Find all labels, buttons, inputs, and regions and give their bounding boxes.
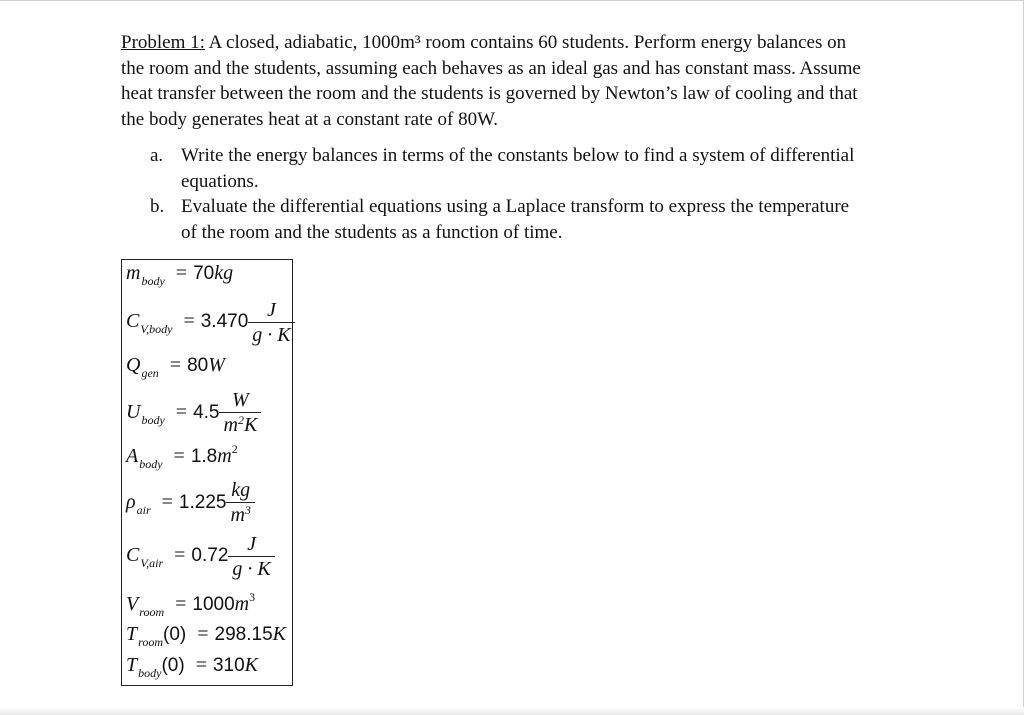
constant-a-body: $A_{body} = 1.8m^2$ <box>126 442 238 471</box>
problem-line-4: the body generates heat at a constant rate of 80W. <box>121 108 499 130</box>
constant-t-room-initial: $T_{room}(0) = 298.15K$ <box>126 623 286 649</box>
constant-cv-air: $C_{V,air} = 0.72$ $\frac{J}{g \cdot K}$ <box>126 532 275 581</box>
problem-line-1: Problem 1: A closed, adiabatic, 1000m³ room contains 60 students. Perform energy balances on <box>121 32 847 53</box>
part-letter: b. <box>150 196 165 217</box>
constant-rho-air: $\rho_{air} = 1.225$ $\frac{kg}{m^3}$ <box>126 478 255 529</box>
part-a: a. Write the energy balances in terms of the constants below to find a system of differential equations. <box>150 145 855 192</box>
part-letter: a. <box>150 145 164 166</box>
problem-statement <box>121 30 921 132</box>
constant-q-gen: $Q_{gen} = 80W$ <box>126 354 225 380</box>
problem-line-2: the room and the students, assuming each behaves as an ideal gas and has constant mass. Assume <box>121 57 861 79</box>
problem-parts-list <box>150 143 910 245</box>
bottom-shadow <box>0 707 1024 715</box>
window-top-edge <box>0 0 1024 1</box>
constant-u-body: $U_{body} = 4.5$ $\frac{W}{m^2K}$ <box>126 388 261 439</box>
problem-line-3: heat transfer between the room and the students is governed by Newton’s law of cooling and that <box>121 83 858 104</box>
constant-v-room: $V_{room} = 1000m^3$ <box>126 590 256 619</box>
constant-cv-body: $C_{V,body} = 3.470$ $\frac{J}{g \cdot K}$ <box>126 298 295 347</box>
part-b: b. Evaluate the differential equations using a Laplace transform to express the temperature of the room and the students as a function of time. <box>150 196 850 243</box>
constant-m-body: $m_{body} = 70kg$ <box>126 262 234 288</box>
constant-t-body-initial: $T_{body}(0) = 310K$ <box>126 654 259 680</box>
problem-label: Problem 1: <box>121 32 205 53</box>
constants-table <box>121 259 293 686</box>
